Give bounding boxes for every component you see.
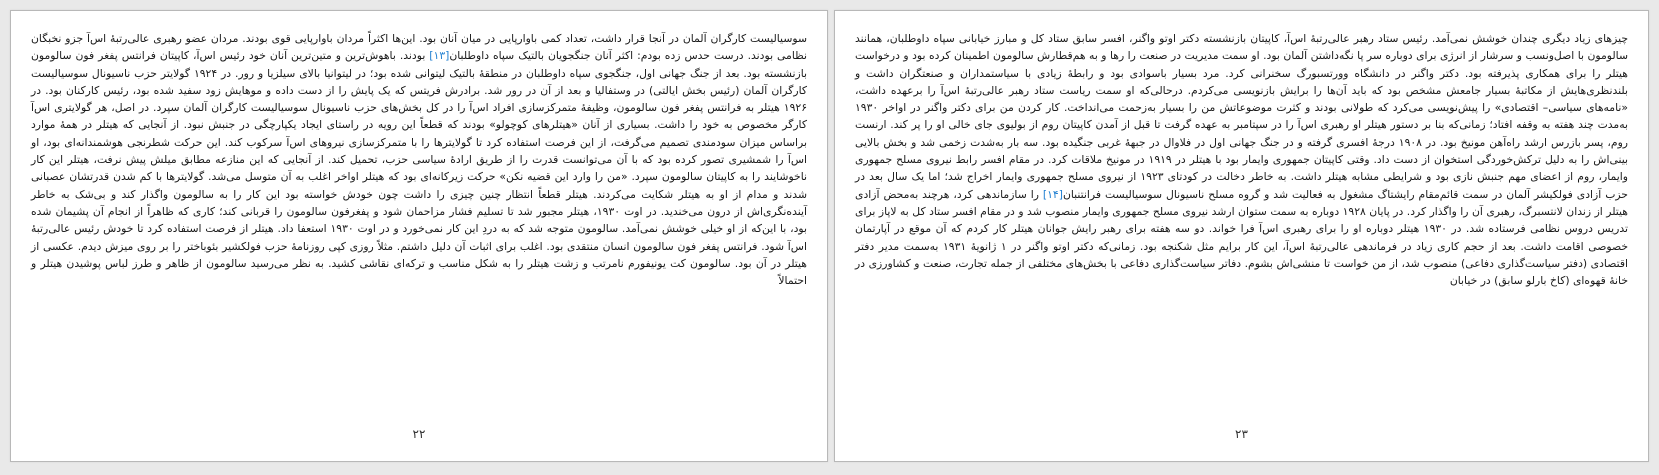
page-right-text-after: را سازماندهی کرد، هرچند به‌محض آزادی هیتلر از زندان لانتسبرگ، رهبری آن را واگذار کرد. در پایان ۱۹۲۸ دوباره به سمت ستوان ارشد نیروی مسلح جمهوری وایمار منصوب شد و در مقام افسر ستاد کل به لاپاز برای تدریس دروس نظامی فرستاده شد. در ۱۹۳۰ هیتلر دوباره او را برای رهبری اس‌آ فرا خواند. دو سه هفته برای رهبر رایش جوانان هیتلر کار کردم که آن موقع در آپارتمان خصوصی اقامت داشت. بعد از حجم کاری زیاد در فرماندهی عالی‌رتبهٔ اس‌آ، این کار برایم مثل شکنجه بود. زمانی‌که دکتر اوتو واگنر در ۱ ژانویهٔ ۱۹۳۱ به‌سمت مدیر دفتر اقتصادی (دفتر سیاست‌گذاری دفاعی) منصوب شد، از من خواست تا منشی‌اش بشوم. دفاتر سیاست‌گذاری دفاعی با بخش‌های مختلفی از جمله تجارت، صنعت و کشاورزی در خانهٔ قهوه‌ای (کاخ بارلو سابق) در خیابان bbox=[855, 187, 1628, 288]
page-left bbox=[10, 10, 828, 462]
page-right bbox=[834, 10, 1649, 462]
page-left-text-after: بودند. باهوش‌ترین و متین‌ترین آنان خود رئیس اس‌آ، کاپیتان فرانتس پفغر فون سالومون بازنشسته بود. بعد از جنگ جهانی اول، جنگجوی سپاه داوطلبان در منطقهٔ بالتیک لیتوانی شده بود؛ در لیتوانیا بالای سیلزیا و رور. در ۱۹۲۴ گولایتر حزب ناسیونال سوسیالیست کارگران آلمان (رئیس بخش ایالتی) در وستفالیا و بعد از آن در رور شد. برادرش فریتس که یک پایش را از دست داده و موهایش زود سفید شده بود، رئیس کارکنان بود. در ۱۹۲۶ هیتلر به فرانتس پفغر فون سالومون، وظیفهٔ متمرکزسازی افراد اس‌آ را در کل بخش‌های حزب ناسیونال سوسیالیست کارگران آلمان سپرد. در اصل، هر گولایتری اس‌آ کارگر مخصوص به خود را داشت. بسیاری از آنان «هیتلرهای کوچولو» بودند که قطعاً این رویه در راستای ایجاد یکپارچگی در جنبش نبود. از آنجایی که هیتلر در همهٔ موارد براساس میزان سودمندی تصمیم می‌گرفت، از این فرصت استفاده کرد تا گولایترها را با متمرکزسازی نیروهای اس‌آ سرکوب کند. این حرکت شطرنجی هوشمندانه‌ای بود، او اس‌آ را شمشیری تصور کرده بود که با آن می‌توانست قدرت را از طریق ارادهٔ سیاسی حزب، تحمیل کند. از آنجایی که این منازعه مطابق میلش پیش نرفت، هیتلر این کار ناخوشایند را به کاپیتان سالومون سپرد. «من را وارد این قضیه نکن» حرکت زیرکانه‌ای بود که هیتلر اواخر اغلب به آن متوسل می‌شد. گولایترها با کم شدن قدرتشان عصبانی شدند و مدام از او به هیتلر شکایت می‌کردند. هیتلر قطعاً انتظار چنین چیزی را داشت چون خودش خواسته بود این کار را به سالومون واگذار کند و بی‌شک به خاطر آینده‌نگری‌اش از درون می‌خندید. در اوت ۱۹۳۰، هیتلر مجبور شد تا تسلیم فشار مزاحمان شود و پفغرفون سالومون را قربانی کند؛ کاری که ظاهراً از انجام آن پشیمان شده بود، با این‌که از او خیلی خوشش نمی‌آمد. سالومون متوجه شد که به دردِ این کار نمی‌خورد و در اوت ۱۹۳۰ استعفا داد. هیتلر از فرصت استفاده کرد تا خودش رئیس عالی‌رتبهٔ اس‌آ شود. فرانتس پفغر فون سالومون انسان منتقدی بود. اغلب برای اثبات آن دلیل داشتم. مثلاً روزی کپی روزنامهٔ حزب فولکشیر بئوباختر را بر روی میزش دیدم. عکسی از هیتلر در آن بود. سالومون کت یونیفورم نامرتب و زشت هیتلر را به شکل مناسب و ترکه‌ای نقاشی کشید. به نظر می‌رسید سالومون از ظاهر و طرز لباس پوشیدن هیتلر و احتمالاً bbox=[31, 49, 808, 288]
page-left-text-before: سوسیالیست کارگران آلمان در آنجا قرار داشت، تعداد کمی باوارپایی در میان آنان بود. این‌ها اکثراً مردان باوارپایی قوی بودند. مردان عضو رهبری عالی‌رتبهٔ اس‌آ جزو نخبگان نظامی بودند. درست حدس زده بودم: اکثر آنان جنگجویان بالتیک سپاه داوطلبان bbox=[31, 32, 807, 63]
footnote-link-13[interactable]: [۱۳] bbox=[429, 49, 450, 63]
page-number-left: ۲۲ bbox=[412, 427, 426, 441]
page-left-paragraph bbox=[31, 30, 807, 289]
footnote-link-14[interactable]: [۱۴] bbox=[1042, 187, 1063, 201]
page-number-right: ۲۳ bbox=[1235, 427, 1248, 441]
page-right-paragraph bbox=[855, 30, 1628, 289]
page-right-text-before: چیزهای زیاد دیگری چندان خوشش نمی‌آمد. رئیس ستاد رهبر عالی‌رتبهٔ اس‌آ، کاپیتان بازنشسته دکتر اوتو واگنر، افسر سابق ستاد کل و مبارز خیابانی سپاه داوطلبان، همانند سالومون با اصل‌ونسب و سرشار از انرژی برای دوباره سر پا نگه‌داشتن آلمان بود. او سمت مدیریت در صنعت را رها و به هم‌قطارش سالومون اطمینان کرده بود و درخواست هیتلر را برای همکاری پذیرفته بود. دکتر واگنر در دانشگاه وورتسبورگ سخنرانی کرد. مرد بسیار باسوادی بود و رابطهٔ زیادی با سیاستمداران و صنعتگران داشت و بلندنظری‌هایش از مکاتبهٔ بسیار جامعش مشخص بود که باید آن‌ها را برایش بازنویسی می‌کردم. درحالی‌که او سمت ریاست ستاد رهبر عالی‌رتبهٔ اس‌آ را برعهده داشت، «نامه‌های سیاسی– اقتصادی» را پیش‌نویسی می‌کرد که طولانی بودند و کثرت موضوعاتش من را بسیار به‌زحمت می‌انداخت. کار کردن من برای دکتر واگنر در اواخر ۱۹۳۰ به‌مدت چند هفته به وقفه افتاد؛ زمانی‌که بنا بر دستور هیتلر او رهبری اس‌آ را در سپتامبر به عهده گرفت تا قبل از آمدن کاپیتان روم از بولیوی جای خالی او را پر کند. ارنست روم، پسر بازرس ارشد راه‌آهن مونیخ بود. در ۱۹۰۸ درجهٔ افسری گرفته و در جنگ جهانی اول در فلاوال در جبههٔ غربی جنگیده بود. سه بار به‌شدت زخمی شد و بخش بالایی بینی‌اش را به دلیل ترکش‌خوردگی استخوان از دست داد. وقتی کاپیتان جمهوری وایمار بود با هیتلر در ۱۹۱۹ در مونیخ ملاقات کرد. در مقام افسر رابط نیروی مسلح جمهوری وایمار، روم از اعضای مهم جنبش نازی بود و شرایطی مشابه هیتلر داشت. به خاطر دخالت در کودتای ۱۹۲۳ از نیروی مسلح جمهوری وایمار اخراج شد؛ اما یک سال بعد در حزب آزادی فولکیشر آلمان در سمت قائم‌مقام رایشتاگ مشغول به فعالیت شد و گروه مسلح ناسیونال سوسیالیست فرانتنبان bbox=[855, 32, 1629, 201]
page-left-body bbox=[31, 30, 807, 289]
page-right-body bbox=[855, 30, 1628, 289]
